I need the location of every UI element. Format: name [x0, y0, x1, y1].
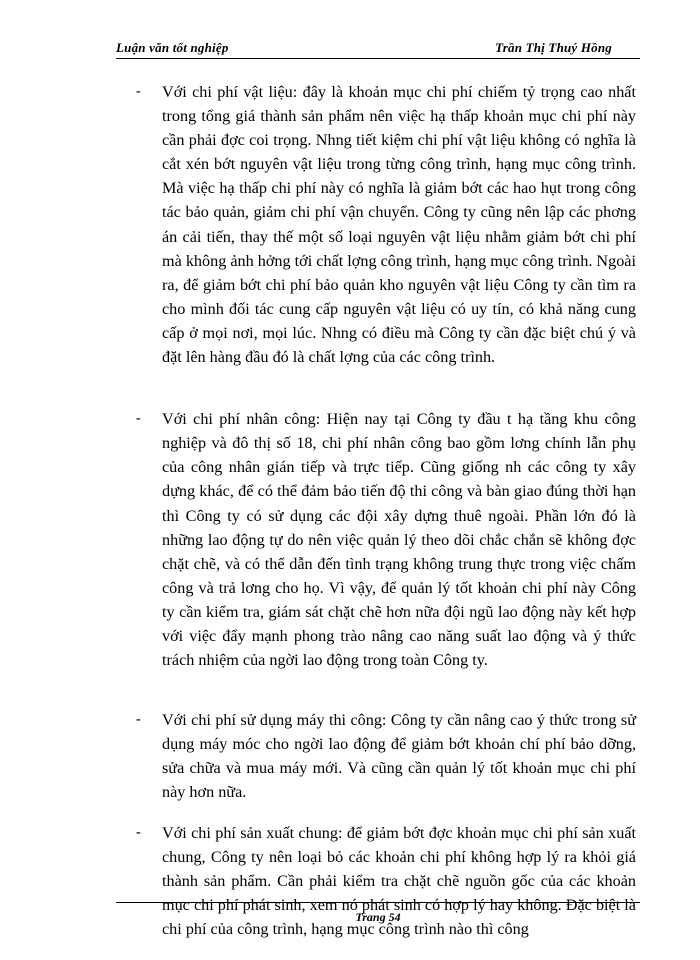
- header-author-name: Trần Thị Thuý Hồng: [495, 40, 612, 55]
- page-header: [116, 42, 640, 59]
- page-footer: [116, 902, 640, 926]
- document-body: [136, 80, 636, 941]
- paragraph-text: Với chi phí nhân công: Hiện nay tại Công ty đầu t hạ tầng khu công nghiệp và đô thị số 18, chi phí nhân công bao gồm lơng chính lẫn phụ của công nhân gián tiếp và trực tiếp. Cũng giống nh các công ty xây dựng khác, để có thể đảm bảo tiến độ thi công và bàn giao đúng thời hạn thì Công ty có sử dụng các đội xây dựng thuê ngoài. Phần lớn đó là những lao động tự do nên việc quản lý theo dõi chắc chắn sẽ không đợc chặt chẽ, và có thể dẫn đến tình trạng không trung thực trong việc chấm công và trả lơng cho họ. Vì vậy, để quản lý tốt khoản chi phí này Công ty cần kiểm tra, giám sát chặt chẽ hơn nữa đội ngũ lao động này kết hợp với việc đẩy mạnh phong trào nâng cao năng suất lao động và ý thức trách nhiệm của ngời lao động trong toàn Công ty.: [162, 410, 636, 670]
- dash-bullet-icon: -: [136, 824, 141, 840]
- bullet-machine-cost: [136, 708, 636, 804]
- paragraph-text: Với chi phí sử dụng máy thi công: Công ty cần nâng cao ý thức trong sử dụng máy móc cho ngời lao động để giảm bớt khoản chí phí bảo dỡng, sửa chữa và mua máy mới. Và cũng cần quản lý tốt khoản mục chi phí này hơn nữa.: [162, 711, 636, 802]
- paragraph-text: Với chi phí sản xuất chung: để giảm bớt đợc khoản mục chi phí sản xuất chung, Công ty nên loại bỏ các khoản chi phí không hợp lý ra khỏi giá thành sản phẩm. Cần phải kiểm tra chặt chẽ nguồn gốc của các khoản mục chi phí phát sinh, xem nó phát sinh có hợp lý hay không. Đặc biệt là chi phí của công trình, hạng mục công trình nào thì công: [162, 823, 636, 938]
- bullet-material-cost: [136, 80, 636, 369]
- bullet-labor-cost: [136, 407, 636, 672]
- dash-bullet-icon: -: [136, 712, 141, 728]
- page-number: Trang 54: [355, 910, 401, 924]
- header-thesis-title: Luận văn tốt nghiệp: [116, 40, 229, 55]
- dash-bullet-icon: -: [136, 411, 141, 427]
- paragraph-text: Với chi phí vật liệu: đây là khoản mục chi phí chiếm tỷ trọng cao nhất trong tổng giá thành sản phẩm nên việc hạ thấp khoản mục chi phí này cần phải đợc coi trọng. Nhng tiết kiệm chi phí vật liệu không có nghĩa là cắt xén bớt nguyên vật liệu trong từng công trình, hạng mục công trình. Mà việc hạ thấp chi phí này có nghĩa là giảm bớt các hao hụt trong công tác bảo quản, giảm chi phí vận chuyển. Công ty cũng nên lập các phơng án cải tiến, thay thế một số loại nguyên vật liệu nhằm giảm bớt chi phí mà không ảnh hởng tới chất lợng công trình, hạng mục công trình. Ngoài ra, để giảm bớt chi phí bảo quản kho nguyên vật liệu Công ty cần tìm ra cho mình đối tác cung cấp nguyên vật liệu có uy tín, có khả năng cung cấp ở mọi nơi, mọi lúc. Nhng có điều mà Công ty cần đặc biệt chú ý và đặt lên hàng đầu đó là chất lợng của các công trình.: [162, 83, 636, 367]
- dash-bullet-icon: -: [136, 84, 141, 99]
